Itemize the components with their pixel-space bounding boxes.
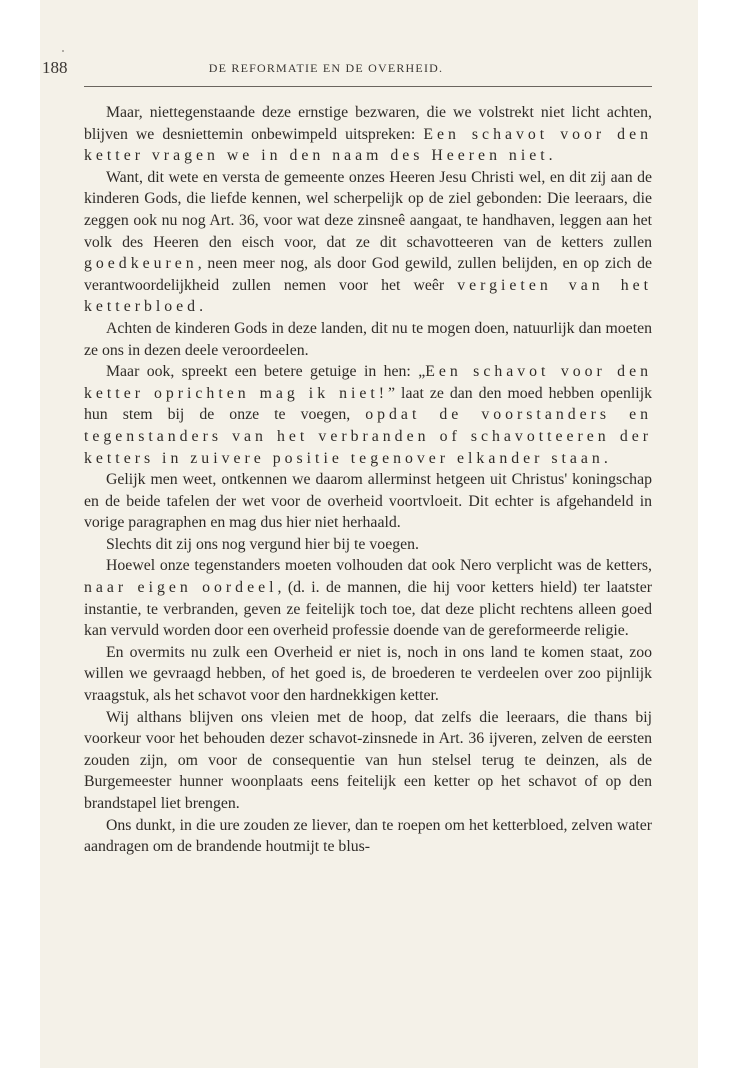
- paragraph-6: Slechts dit zij ons nog vergund hier bij te voegen.: [106, 535, 419, 553]
- paragraph-2: Want, dit wete en versta de gemeente onzes Heeren Jesu Christi wel, en dit zij aan de kinderen Gods, die liefde kennen, wel scherpelijk op de ziel gebonden: Die leeraars, die zeggen ook nu nog Art. 36, voor wat deze zinsneê aangaat, te handhaven, leggen aan het volk des Heeren den eisch voor, dat ze dit schavotteeren van de ketters zullen goedkeuren, neen meer nog, als door God gewild, zullen belijden, en op zich de verantwoordelijkheid zullen nemen voor het weêr vergieten van het ketterbloed.: [84, 168, 652, 316]
- paragraph-5: Gelijk men weet, ontkennen we daarom allerminst hetgeen uit Christus' koningschap en de beide tafelen der wet voor de overheid voortvloeit. Dit echter is afgehandeld in vorige paragraphen en mag dus hier niet herhaald.: [84, 471, 652, 532]
- spaced-emphasis: vergieten van het ketterbloed: [84, 276, 652, 316]
- running-title: DE REFORMATIE EN DE OVERHEID.: [208, 61, 444, 75]
- paragraph-9: Wij althans blijven ons vleien met de hoop, dat zelfs die leeraars, die thans bij voorkeur voor het behouden dezer schavot-zinsnede in Art. 36 ijveren, zelven de eersten zouden zijn, om voor de consequentie van hun stelsel terug te deinzen, als de Burgemeester hunner woonplaats eens feitelijk een ketter op het schavot of op den brandstapel liet brengen.: [84, 708, 652, 812]
- header-rule: [84, 86, 652, 87]
- paragraph-1: Maar, niettegenstaande deze ernstige bezwaren, die we volstrekt niet licht achten, blijven we desniettemin onbewimpeld uitspreken: Een schavot voor den ketter vragen we in den naam des Heeren niet.: [84, 104, 652, 165]
- spaced-emphasis: naar eigen oordeel: [84, 579, 278, 597]
- spaced-emphasis: opdat de voorstanders en tegenstanders van het verbranden of schavotteeren der ketters in zuivere positie tegenover elkander staan: [84, 406, 653, 467]
- page-speck: [62, 50, 64, 52]
- paragraph-3: Achten de kinderen Gods in deze landen, dit nu te mogen doen, natuurlijk dan moeten ze ons in dezen deele veroordeelen.: [84, 319, 652, 359]
- paragraph-4: Maar ook, spreekt een betere getuige in hen: „Een schavot voor den ketter oprichten mag ik niet!” laat ze dan den moed hebben openlijk hun stem bij de onze te voegen, opdat de voorstanders en tegenstanders van het verbranden of schavotteeren der ketters in zuivere positie tegenover elkander staan.: [84, 363, 653, 467]
- spaced-emphasis: goedkeuren: [84, 255, 198, 273]
- page-number: 188: [42, 58, 68, 77]
- spaced-emphasis: Een schavot voor den ketter vragen we in den naam des Heeren niet.: [84, 125, 652, 165]
- spaced-emphasis: Een schavot voor den ketter oprichten mag ik niet!: [84, 363, 652, 402]
- body-text: [84, 102, 652, 858]
- paragraph-8: En overmits nu zulk een Overheid er niet is, noch in ons land te komen staat, zoo willen we gevraagd hebben, of het goed is, de broederen te verdeelen over zoo pijnlijk vraagstuk, als het schavot voor den hardnekkigen ketter.: [84, 643, 652, 705]
- paragraph-7: Hoewel onze tegenstanders moeten volhouden dat ook Nero verplicht was de ketters, naar eigen oordeel, (d. i. de mannen, die hij voor ketters hield) ter laatster instantie, te verbranden, geven ze feitelijk toch toe, dat deze plicht rechtens alleen goed kan vervuld worden door een overheid professie doende van de gereformeerde religie.: [84, 557, 652, 640]
- paragraph-10: Ons dunkt, in die ure zouden ze liever, dan te roepen om het ketterbloed, zelven water aandragen om de brandende houtmijt te blus-: [84, 816, 652, 856]
- running-header: [42, 58, 610, 80]
